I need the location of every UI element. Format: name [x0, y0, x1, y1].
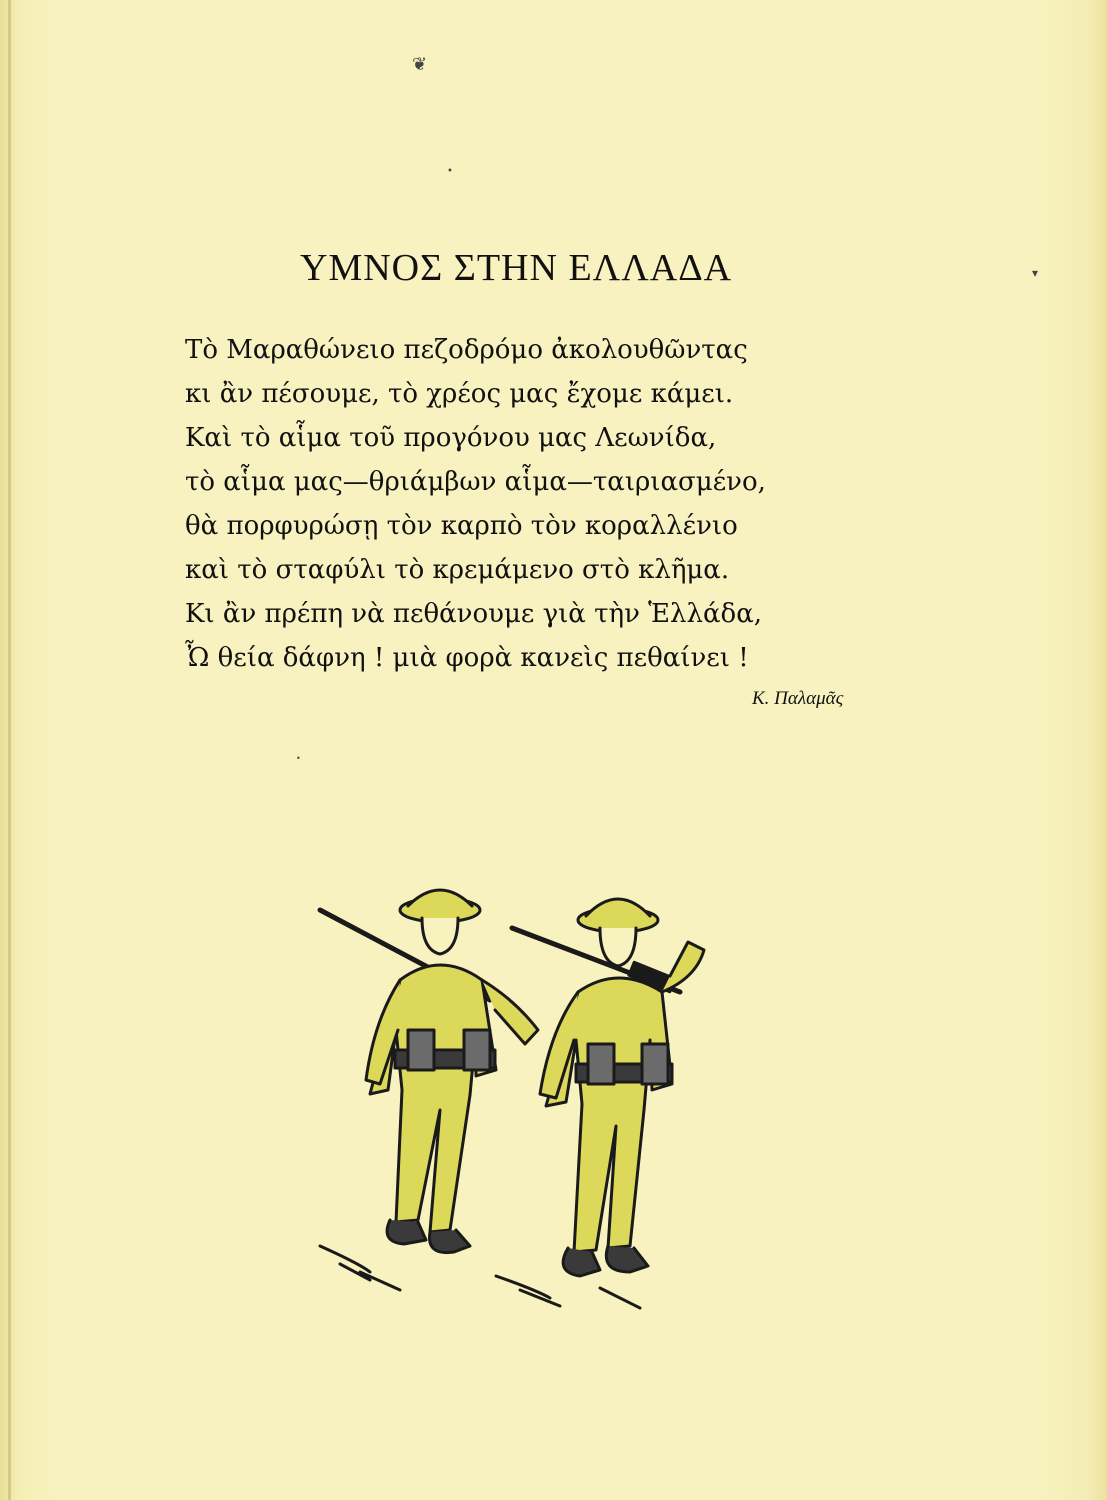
ink-dot: •	[447, 166, 453, 177]
poem-author: Κ. Παλαμᾶς	[752, 688, 844, 709]
poem-line: θὰ πορφυρώσῃ τὸν καρπὸ τὸν κοραλλένιο	[185, 511, 738, 541]
poem-line: καὶ τὸ σταφύλι τὸ κρεμάμενο στὸ κλῆμα.	[185, 555, 730, 585]
poem-line: κι ἂν πέσουμε, τὸ χρέος μας ἔχομε κάμει.	[185, 379, 734, 409]
ink-smudge: ❦	[412, 54, 428, 75]
ink-dot: ▾	[1032, 266, 1039, 280]
poem-body	[185, 328, 885, 680]
poem-line: Τὸ Μαραθώνειο πεζοδρόμο ἀκολουθῶντας	[185, 335, 748, 365]
poem-line: Κι ἂν πρέπη νὰ πεθάνουμε γιὰ τὴν Ἑλλάδα,	[185, 599, 763, 629]
two-marching-soldiers-illustration	[300, 880, 730, 1320]
poem-title: ΥΜΝΟΣ ΣΤΗΝ ΕΛΛΑΔΑ	[300, 247, 733, 289]
ink-dot: •	[296, 754, 301, 763]
poem-line: Καὶ τὸ αἷμα τοῦ προγόνου μας Λεωνίδα,	[185, 423, 717, 453]
poem-line: τὸ αἷμα μας—θριάμβων αἷμα—ταιριασμένο,	[185, 467, 766, 497]
poem-line: Ὦ θεία δάφνη ! μιὰ φορὰ κανεὶς πεθαίνει !	[185, 643, 749, 673]
page-spine-shadow	[8, 0, 11, 1500]
